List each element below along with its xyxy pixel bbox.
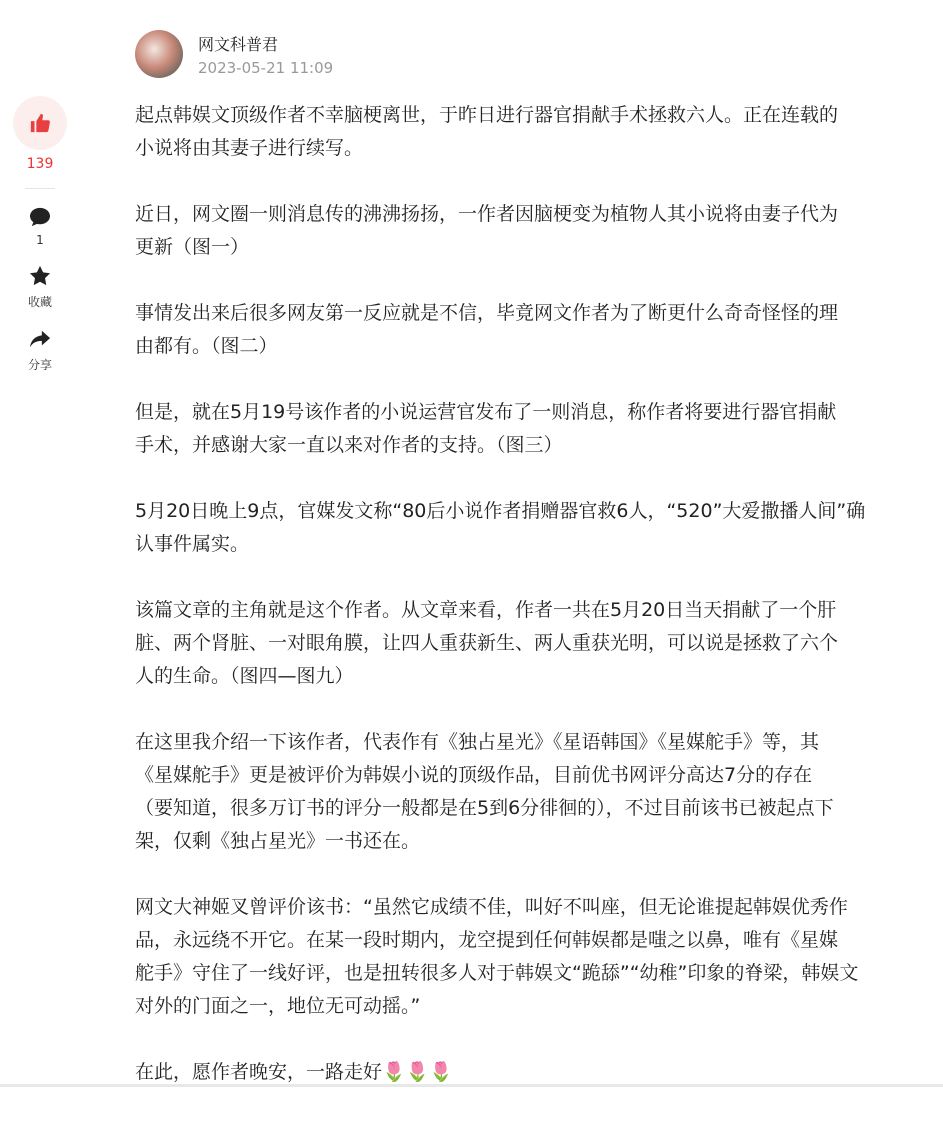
- article-paragraph: [135, 198, 925, 264]
- paragraph-line: 小说将由其妻子进行续写。: [135, 137, 364, 159]
- paragraph-line: 该篇文章的主角就是这个作者。从文章来看，作者一共在5月20日当天捐献了一个肝: [135, 599, 837, 621]
- paragraph-line: 在此，愿作者晚安，一路走好🌷🌷🌷: [135, 1061, 453, 1083]
- comment-count: 1: [36, 233, 44, 247]
- divider: [25, 188, 55, 189]
- share-icon: [29, 328, 51, 350]
- paragraph-line: 架，仅剩《独占星光》一书还在。: [135, 830, 421, 852]
- paragraph-line: 由都有。（图二）: [135, 335, 278, 357]
- article-body: [135, 99, 925, 1122]
- like-count: 139: [26, 156, 54, 172]
- paragraph-line: 手术，并感谢大家一直以来对作者的支持。（图三）: [135, 434, 563, 456]
- share-label: 分享: [27, 358, 52, 372]
- paragraph-line: （要知道，很多万订书的评分一般都是在5到6分徘徊的），不过目前该书已被起点下: [135, 797, 834, 819]
- avatar[interactable]: [135, 30, 183, 78]
- article-paragraph: [135, 396, 925, 462]
- favorite-button[interactable]: [0, 265, 80, 310]
- paragraph-line: 在这里我介绍一下该作者，代表作有《独占星光》《星语韩国》《星媒舵手》等，其: [135, 731, 820, 753]
- action-rail: [0, 96, 80, 391]
- like-button[interactable]: [0, 96, 80, 172]
- article-paragraph: [135, 495, 925, 561]
- paragraph-line: 对外的门面之一，地位无可动摇。”: [135, 995, 421, 1017]
- share-button[interactable]: [0, 328, 80, 373]
- author-name[interactable]: 网文科普君: [198, 34, 279, 54]
- article-paragraph: [135, 99, 925, 165]
- paragraph-line: 网文大神姬叉曾评价该书：“虽然它成绩不佳，叫好不叫座，但无论谁提起韩娱优秀作: [135, 896, 848, 918]
- paragraph-line: 近日，网文圈一则消息传的沸沸扬扬，一作者因脑梗变为植物人其小说将由妻子代为: [135, 203, 839, 225]
- post-header: [135, 30, 333, 78]
- paragraph-line: 舵手》守住了一线好评，也是扭转很多人对于韩娱文“跪舔”“幼稚”印象的脊梁，韩娱文: [135, 962, 859, 984]
- paragraph-line: 更新（图一）: [135, 236, 250, 258]
- paragraph-line: 起点韩娱文顶级作者不幸脑梗离世，于昨日进行器官捐献手术拯救六人。正在连载的: [135, 104, 839, 126]
- paragraph-line: 品，永远绕不开它。在某一段时期内，龙空提到任何韩娱都是嗤之以鼻，唯有《星媒: [135, 929, 839, 951]
- comment-icon: [29, 207, 51, 227]
- star-icon: [29, 265, 51, 287]
- article-paragraph: [135, 726, 925, 858]
- article-paragraph: [135, 891, 925, 1023]
- article-paragraph: [135, 297, 925, 363]
- paragraph-line: 但是，就在5月19号该作者的小说运营官发布了一则消息，称作者将要进行器官捐献: [135, 401, 837, 423]
- paragraph-line: 脏、两个肾脏、一对眼角膜，让四人重获新生、两人重获光明，可以说是拯救了六个: [135, 632, 839, 654]
- paragraph-line: 5月20日晚上9点，官媒发文称“80后小说作者捐赠器官救6人，“520”大爱撒播人间”确: [135, 500, 866, 522]
- favorite-label: 收藏: [27, 295, 52, 309]
- like-circle[interactable]: [13, 96, 67, 150]
- paragraph-line: 事情发出来后很多网友第一反应就是不信，毕竟网文作者为了断更什么奇奇怪怪的理: [135, 302, 839, 324]
- paragraph-line: 认事件属实。: [135, 533, 250, 555]
- paragraph-line: 《星媒舵手》更是被评价为韩娱小说的顶级作品，目前优书网评分高达7分的存在: [135, 764, 813, 786]
- article-paragraph: [135, 594, 925, 693]
- thumbs-up-icon: [29, 112, 51, 134]
- comment-button[interactable]: [0, 207, 80, 247]
- post-timestamp: 2023-05-21 11:09: [198, 58, 334, 77]
- paragraph-line: 人的生命。（图四—图九）: [135, 665, 354, 687]
